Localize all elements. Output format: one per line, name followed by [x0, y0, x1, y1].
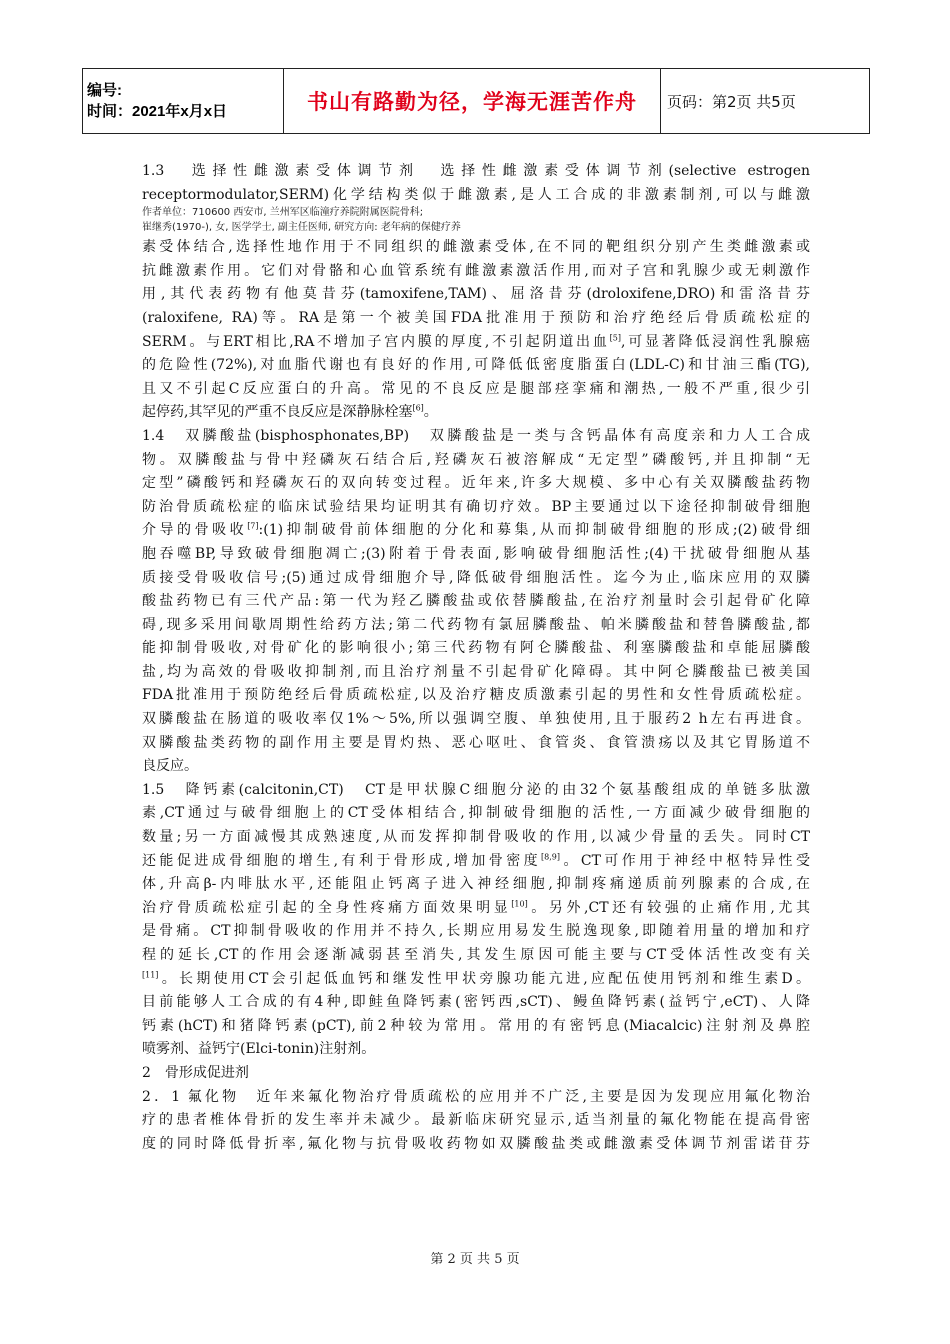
text-segment: 。CT可作用于神经中枢特异性受: [560, 852, 810, 869]
text-line: 良反应。: [142, 758, 198, 775]
section-heading: 2 骨形成促进剂: [142, 1064, 249, 1081]
text-line: 碍,现多采用间歇周期性给药方法;第二代药物有氯屈膦酸盐、帕米膦酸盐和替鲁膦酸盐,都: [142, 616, 810, 633]
text-line: 素受体结合,选择性地作用于不同组织的雌激素受体,在不同的靶组织分别产生类雌激素或: [142, 239, 810, 256]
text-line: 且又不引起C反应蛋白的升高。常见的不良反应是腿部痉挛痛和潮热,一般不严重,很少引: [142, 380, 810, 397]
text-line: [142, 897, 810, 921]
text-line: 2．1 氟化物 近年来氟化物治疗骨质疏松的应用并不广泛,主要是因为发现应用氟化物治: [142, 1088, 810, 1105]
text-segment: 还能促进成骨细胞的增生,有利于骨形成,增加骨密度: [142, 852, 542, 869]
text-line: [142, 968, 810, 992]
text-line: 度的同时降低骨折率,氟化物与抗骨吸收药物如双膦酸盐类或雌激素受体调节剂雷诺苷芬: [142, 1135, 810, 1152]
text-segment: 。长期使用CT会引起低血钙和继发性甲状旁腺功能亢进,应配伍使用钙剂和维生素D。: [158, 970, 810, 987]
text-line: 双膦酸盐类药物的副作用主要是胃灼热、恶心呕吐、食管炎、食管溃疡以及其它胃肠道不: [142, 734, 810, 751]
text-line: [142, 401, 810, 425]
text-line: 体,升高β-内啡肽水平,还能阻止钙离子进入神经细胞,抑制疼痛递质前列腺素的合成,在: [142, 876, 810, 893]
text-line: [142, 519, 810, 543]
text-line: 防治骨质疏松症的临床试验结果均证明其有确切疗效。BP主要通过以下途径抑制破骨细胞: [142, 498, 810, 515]
header-meta: [83, 69, 284, 134]
text-segment: 介导的骨吸收: [142, 522, 248, 539]
text-line: 1.3 选择性雌激素受体调节剂 选择性雌激素受体调节剂(selective estrogen: [142, 163, 810, 179]
text-line: 素,CT通过与破骨细胞上的CT受体相结合,抑制破骨细胞的活性,一方面减少破骨细胞的: [142, 805, 810, 822]
text-line: 喷雾剂、益钙宁(Elci-tonin)注射剂。: [142, 1041, 376, 1058]
citation-ref: [10]: [511, 899, 528, 909]
document-time-label: 时间：2021年x月x日: [87, 103, 228, 120]
text-line: 定型”磷酸钙和羟磷灰石的双向转变过程。近年来,许多大规模、多中心有关双膦酸盐药物: [142, 475, 810, 492]
text-line: 1.4 双膦酸盐(bisphosphonates,BP) 双膦酸盐是一类与含钙晶体有高度亲和力人工合成: [142, 427, 810, 444]
text-segment: 治疗骨质疏松症引起的全身性疼痛方面效果明显: [142, 899, 512, 916]
text-line: (raloxifene, RA)等。RA是第一个被美国FDA批准用于预防和治疗绝经后骨质疏松症的: [142, 309, 810, 326]
text-segment: 起停药,其罕见的严重不良反应是深静脉栓塞: [142, 404, 413, 421]
text-line: 1.5 降钙素(calcitonin,CT) CT是甲状腺C细胞分泌的由32个氨基酸组成的单链多肽激: [142, 781, 810, 798]
citation-ref: [7]: [247, 521, 259, 531]
text-line: 是骨痛。CT抑制骨吸收的作用并不持久,长期应用易发生脱逸现象,即随着用量的增加和疗: [142, 923, 810, 940]
text-line: 质接受骨吸收信号;(5)通过成骨细胞介导,降低破骨细胞活性。迄今为止,临床应用的双膦: [142, 569, 810, 586]
header-page-number: 页码：第2页 共5页: [661, 69, 870, 134]
text-segment: ,可显著降低浸润性乳腺癌: [620, 333, 811, 350]
document-body: [142, 160, 810, 1156]
text-line: 用,其代表药物有他莫昔芬(tamoxifene,TAM)、屈洛昔芬(droloxifene,DRO)和雷洛昔芬: [142, 286, 810, 303]
text-line: 钙素(hCT)和猪降钙素(pCT),前2种较为常用。常用的有密钙息(Miacalcic)注射剂及鼻腔: [142, 1017, 810, 1034]
author-affiliation: [142, 205, 810, 235]
text-line: 酸盐药物已有三代产品:第一代为羟乙膦酸盐或依替膦酸盐,在治疗剂量时会引起骨矿化障: [142, 593, 810, 610]
text-segment: SERM。与ERT相比,RA不增加子宫内膜的厚度,不引起阴道出血: [142, 333, 610, 350]
text-line: 抗雌激素作用。它们对骨骼和心血管系统有雌激素激活作用,而对子宫和乳腺少或无刺激作: [142, 262, 810, 279]
citation-ref: [6]: [412, 403, 424, 413]
affiliation-author: 崔继秀(1970-), 女, 医学学士, 副主任医师, 研究方向: 老年病的保健疗养: [142, 222, 461, 234]
text-line: receptormodulator,SERM)化学结构类似于雌激素,是人工合成的非激素制剂,可以与雌激: [142, 186, 810, 203]
text-line: 疗的患者椎体骨折的发生率并未减少。最新临床研究显示,适当剂量的氟化物能在提高骨密: [142, 1112, 810, 1129]
text-line: 双膦酸盐在肠道的吸收率仅1%～5%,所以强调空腹、单独使用,且于服药2 h左右再进食。: [142, 711, 810, 728]
text-segment: 。另外,CT还有较强的止痛作用,尤其: [527, 899, 811, 916]
text-line: 胞吞噬BP,导致破骨细胞凋亡;(3)附着于骨表面,影响破骨细胞活性;(4)干扰破骨细胞从基: [142, 545, 810, 562]
text-line: 的危险性(72%),对血脂代谢也有良好的作用,可降低低密度脂蛋白(LDL-C)和甘油三酯(TG),: [142, 357, 810, 374]
text-line: 物。双膦酸盐与骨中羟磷灰石结合后,羟磷灰石被溶解成“无定型”磷酸钙,并且抑制“无: [142, 451, 810, 468]
text-line: 数量;另一方面减慢其成熟速度,从而发挥抑制骨吸收的作用,以减少骨量的丢失。同时CT: [142, 829, 810, 846]
affiliation-unit: 作者单位：710600 西安市, 兰州军区临潼疗养院附属医院骨科;: [142, 207, 424, 219]
text-line: 目前能够人工合成的有4种,即鲑鱼降钙素(密钙西,sCT)、鳗鱼降钙素(益钙宁,eCT)、人降: [142, 994, 810, 1011]
text-segment: :(1)抑制破骨前体细胞的分化和募集,从而抑制破骨细胞的形成;(2)破骨细: [258, 522, 810, 539]
document-header: [82, 68, 870, 134]
citation-ref: [11]: [142, 969, 159, 979]
document-number-label: 编号:: [87, 82, 122, 99]
text-line: [142, 850, 810, 874]
citation-ref: [5]: [609, 332, 621, 342]
text-line: 程的延长,CT的作用会逐渐减弱甚至消失,其发生原因可能主要与CT受体活性改变有关: [142, 947, 810, 963]
text-line: 盐,均为高效的骨吸收抑制剂,而且治疗剂量不引起骨矿化障碍。其中阿仑膦酸盐已被美国: [142, 663, 810, 680]
page-footer: 第 2 页 共 5 页: [430, 1252, 520, 1267]
citation-ref: [8,9]: [541, 851, 561, 861]
text-line: [142, 331, 810, 355]
text-line: FDA批准用于预防绝经后骨质疏松症,以及治疗糖皮质激素引起的男性和女性骨质疏松症。: [142, 687, 810, 704]
text-segment: 。: [423, 404, 438, 421]
header-motto: 书山有路勤为径，学海无涯苦作舟: [284, 69, 661, 134]
text-line: 能抑制骨吸收,对骨矿化的影响很小;第三代药物有阿仑膦酸盐、利塞膦酸盐和卓能屈膦酸: [142, 640, 810, 657]
